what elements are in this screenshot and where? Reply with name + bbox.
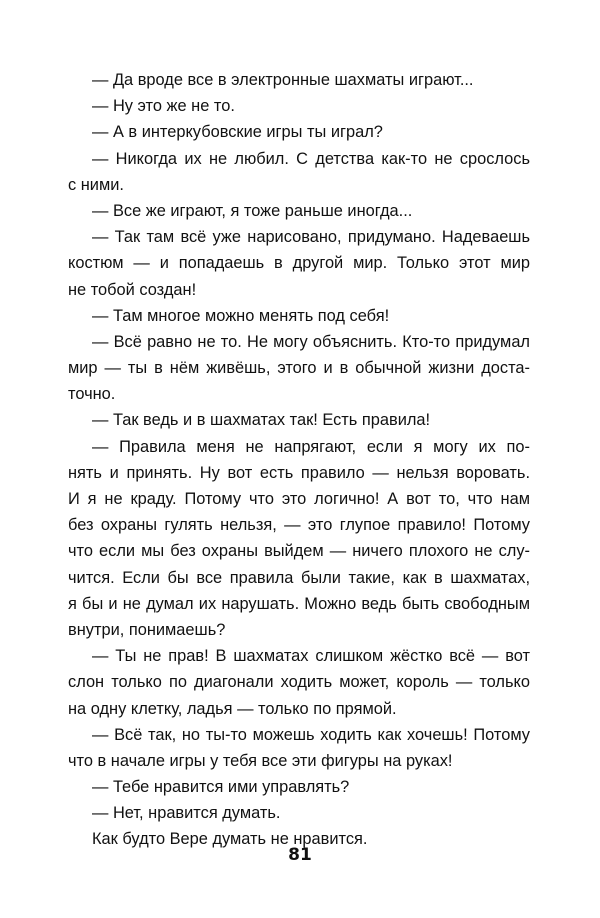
text-line: — Тебе нравится ими управлять? bbox=[92, 778, 350, 797]
text-line: точно. bbox=[68, 385, 116, 404]
text-line: — Всё равно не то. Не могу объяснить. Кто-то придумал bbox=[92, 332, 530, 351]
text-line: — Все же играют, я тоже раньше иногда... bbox=[92, 201, 413, 220]
text-line: Как будто Вере думать не нравится. bbox=[92, 830, 368, 849]
text-line: — Так ведь и в шахматах так! Есть правила! bbox=[92, 411, 431, 430]
text-line: — Никогда их не любил. С детства как-то не срослось bbox=[92, 149, 530, 168]
text-line: слон только по диагонали ходить может, король — только bbox=[68, 673, 530, 692]
text-line: нять и принять. Ну вот есть правило — нельзя воровать. bbox=[68, 463, 530, 482]
text-line: — А в интеркубовские игры ты играл? bbox=[92, 123, 383, 142]
text-line: — Нет, нравится думать. bbox=[92, 804, 281, 823]
text-line: что в начале игры у тебя все эти фигуры на руках! bbox=[68, 751, 453, 770]
text-line: — Правила меня не напрягают, если я могу их по- bbox=[92, 437, 530, 456]
page-text-body bbox=[68, 67, 530, 853]
text-line: костюм — и попадаешь в другой мир. Только этот мир bbox=[68, 254, 530, 273]
text-line: мир — ты в нём живёшь, этого и в обычной жизни доста- bbox=[68, 359, 530, 378]
text-line: на одну клетку, ладья — только по прямой. bbox=[68, 699, 397, 718]
text-line: — Так там всё уже нарисовано, придумано. Надеваешь bbox=[92, 228, 530, 247]
text-line: — Ты не прав! В шахматах слишком жёстко всё — вот bbox=[92, 647, 530, 666]
text-line: чится. Если бы все правила были такие, как в шахматах, bbox=[68, 568, 530, 587]
text-line: что если мы без охраны выйдем — ничего плохого не слу- bbox=[68, 542, 530, 561]
text-line: не тобой создан! bbox=[68, 280, 197, 299]
text-line: — Всё так, но ты-то можешь ходить как хочешь! Потому bbox=[92, 725, 530, 744]
text-line: внутри, понимаешь? bbox=[68, 620, 226, 639]
text-line: я бы и не думал их нарушать. Можно ведь быть свободным bbox=[68, 594, 530, 613]
text-line: — Ну это же не то. bbox=[92, 97, 235, 116]
text-line: с ними. bbox=[68, 175, 124, 194]
text-line: без охраны гулять нельзя, — это глупое правило! Потому bbox=[68, 516, 530, 535]
text-line: — Там многое можно менять под себя! bbox=[92, 306, 390, 325]
text-line: И я не краду. Потому что это логично! А вот то, что нам bbox=[68, 490, 530, 508]
text-line: — Да вроде все в электронные шахматы играют... bbox=[92, 71, 474, 89]
page-number: 81 bbox=[288, 845, 312, 865]
